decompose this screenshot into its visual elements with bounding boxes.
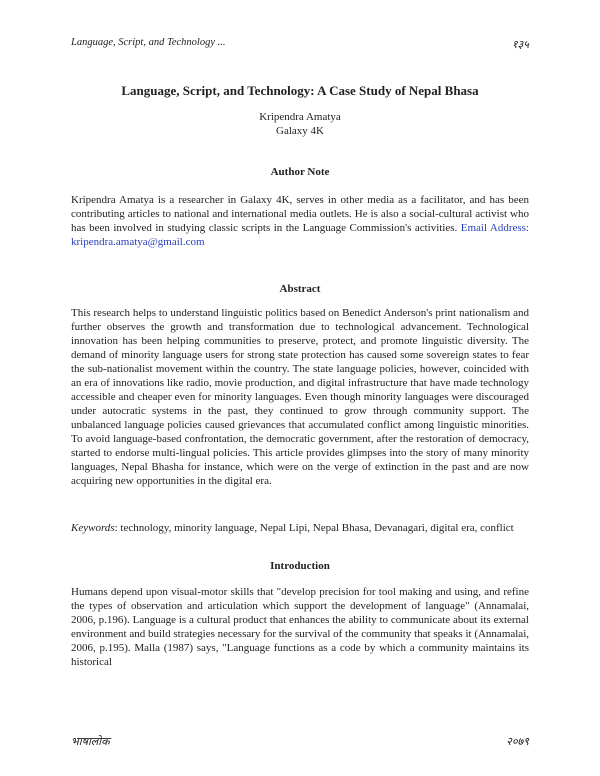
abstract-text: This research helps to understand linguistic politics based on Benedict Anderson's print nationalism and further observes the growth and transformation due to technological advancement. Technological innovation has been helping communities to preserve, protect, and promote linguistic diversity. The demand of minority language users for strong state protection has caused some sovereign states to fear the sub-nationalist movement within the country. The state language policies, however, coincided with an era of innovations like radio, movie production, and digital infrastructure that have made technology accessible and cheaper even for minority languages. Even though minority languages were discouraged under autocratic systems in the past, they continued to grow through community support. The unbalanced language policies caused grievances that accumulated conflict among linguistic minorities. To avoid language-based confrontation, the democratic government, after the restoration of democracy, started to endorse multi-lingual policies. This article provides glimpses into the story of many minority languages, Nepal Bhasha for instance, which were on the verge of extinction in the past and are now acquiring new opportunities in the digital era. bbox=[71, 307, 529, 487]
author-email-link[interactable]: Email Address: kripendra.amatya@gmail.com bbox=[71, 222, 529, 248]
footer-journal-name: भाषालोक bbox=[71, 735, 110, 748]
author-name: Kripendra Amatya bbox=[259, 111, 341, 123]
page-number: १३५ bbox=[511, 38, 529, 51]
keywords-paragraph bbox=[71, 521, 529, 535]
author-affiliation: Galaxy 4K bbox=[276, 125, 324, 137]
introduction-text: Humans depend upon visual-motor skills that "develop precision for tool making and using, and refine the types of observation and articulation which support the development of language" (Annamalai, 2006, p.196). Language is a cultural product that enhances the ability to communicate about its external environment and build strategies necessary for the survival of the community that speaks it (Annamalai, 2006, p.195). Malla (1987) says, "Language functions as a code by which a community maintains its historical bbox=[71, 586, 529, 668]
article-title: Language, Script, and Technology: A Case Study of Nepal Bhasa bbox=[121, 83, 479, 98]
running-header bbox=[71, 37, 529, 53]
abstract-heading: Abstract bbox=[279, 283, 321, 295]
author-block bbox=[0, 110, 600, 138]
running-title: Language, Script, and Technology ... bbox=[71, 37, 226, 48]
keywords-label: Keywords bbox=[71, 522, 115, 534]
author-note-text: Kripendra Amatya is a researcher in Galaxy 4K, serves in other media as a facilitator, and has been contributing articles to national and international media outlets. He is also a social-cultural activist who has been involved in studying classic scripts in the Language Commission's activities. bbox=[71, 194, 529, 234]
author-note-heading: Author Note bbox=[270, 166, 330, 178]
footer-year: २०७९ bbox=[506, 735, 529, 748]
introduction-heading: Introduction bbox=[270, 560, 330, 572]
keywords-text: : technology, minority language, Nepal Lipi, Nepal Bhasa, Devanagari, digital era, conflict bbox=[114, 522, 514, 534]
author-note-paragraph bbox=[71, 193, 529, 249]
